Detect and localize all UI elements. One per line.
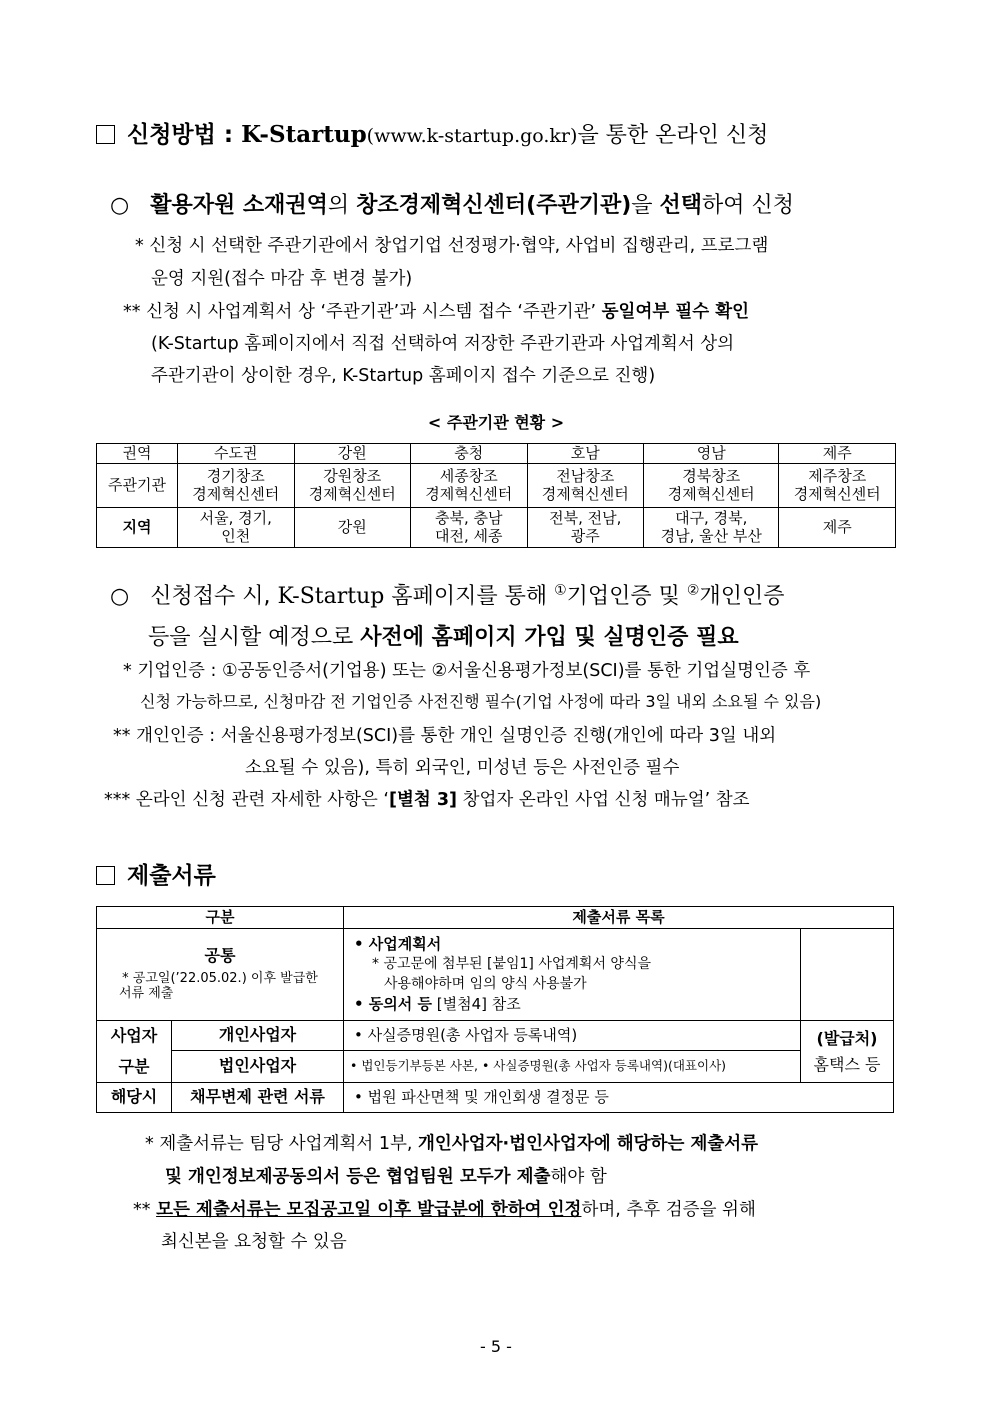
org-table-header-row (97, 444, 896, 464)
org-table-org-row (97, 464, 896, 508)
table-cell: 강원창조 경제혁신센터 (294, 464, 411, 508)
note-4-line-1: ** 개인인증 : 서울신용평가정보(SCI)를 통한 개인 실명인증 진행(개인에 따라 3일 내외 (113, 726, 777, 746)
documents-table-header (97, 907, 894, 929)
org-table-region-row (97, 508, 896, 548)
table-row-label: 해당시 (97, 1083, 172, 1113)
table-cell (801, 929, 894, 1021)
note-3-line-2: 신청 가능하므로, 신청마감 전 기업인증 사전진행 필수(기업 사정에 따라 3일 내외 소요될 수 있음) (140, 692, 822, 711)
table-cell: 경기창조 경제혁신센터 (178, 464, 295, 508)
table-cell: • 법원 파산면책 및 개인회생 결정문 등 (344, 1083, 894, 1113)
note-4-line-2: 소요될 수 있음), 특히 외국인, 미성년 등은 사전인증 필수 (245, 758, 680, 778)
page-number: - 5 - (480, 1337, 512, 1356)
table-cell: 제주 (779, 508, 896, 548)
table-cell: 경북창조 경제혁신센터 (644, 464, 779, 508)
table-row-label: 공통 * 공고일(’22.05.02.) 이후 발급한 서류 제출 (97, 929, 344, 1021)
documents-table-debt-row (97, 1083, 894, 1113)
table-cell: 강원 (294, 508, 411, 548)
bullet-2-line-2: 등을 실시할 예정으로 사전에 홈페이지 가입 및 실명인증 필요 (148, 625, 739, 650)
note-2-line-1: ** 신청 시 사업계획서 상 ‘주관기관’과 시스템 접수 ‘주관기관’ 동일여부 필수 확인 (123, 302, 750, 322)
table-cell: • 사실증명원(총 사업자 등록내역) (344, 1021, 801, 1051)
table-cell: (발급처) 홈택스 등 (801, 1021, 894, 1083)
section1-heading: 신청방법 : K-Startup(www.k-startup.go.kr)을 통한 온라인 신청 (96, 116, 768, 149)
circle-bullet-icon: ○ (110, 193, 130, 218)
table-header-cell: 제출서류 목록 (344, 907, 894, 929)
note-5: *** 온라인 신청 관련 자세한 사항은 ‘[별첨 3] 창업자 온라인 사업 신청 매뉴얼’ 참조 (104, 790, 750, 810)
table-row-label: 주관기관 (97, 464, 178, 508)
note-6-line-1: * 제출서류는 팀당 사업계획서 1부, 개인사업자·법인사업자에 해당하는 제출서류 (145, 1134, 759, 1154)
documents-table-corporate-row (97, 1051, 894, 1083)
note-6-line-2: 및 개인정보제공동의서 등은 협업팀원 모두가 제출해야 함 (165, 1167, 607, 1187)
table-cell: • 사업계획서 * 공고문에 첨부된 [붙임1] 사업계획서 양식을 사용해야하며 임의 양식 사용불가 • 동의서 등 [별첨4] 참조 (344, 929, 801, 1021)
org-table (96, 443, 896, 548)
note-1-line-2: 운영 지원(접수 마감 후 변경 불가) (151, 269, 413, 289)
note-2-line-3: 주관기관이 상이한 경우, K-Startup 홈페이지 접수 기준으로 진행) (151, 366, 656, 386)
note-7-line-2: 최신본을 요청할 수 있음 (161, 1232, 347, 1252)
table-row-label: 개인사업자 (172, 1021, 344, 1051)
table-cell: 전남창조 경제혁신센터 (527, 464, 644, 508)
bullet-2-line-1: ○ 신청접수 시, K-Startup 홈페이지를 통해 ①기업인증 및 ②개인인증 (110, 582, 785, 609)
documents-table-common-row (97, 929, 894, 1021)
table-header-cell: 충청 (411, 444, 528, 464)
table-header-cell: 구분 (97, 907, 344, 929)
section2-heading: 제출서류 (96, 857, 216, 890)
note-3-line-1: * 기업인증 : ①공동인증서(기업용) 또는 ②서울신용평가정보(SCI)를 통한 기업실명인증 후 (123, 661, 811, 681)
checkbox-square-icon (96, 125, 115, 144)
table-cell: 전북, 전남, 광주 (527, 508, 644, 548)
table-header-cell: 영남 (644, 444, 779, 464)
table-cell: 서울, 경기, 인천 (178, 508, 295, 548)
table-row-label: 법인사업자 (172, 1051, 344, 1083)
table-header-cell: 강원 (294, 444, 411, 464)
bullet-1: ○ 활용자원 소재권역의 창조경제혁신센터(주관기관)을 선택하여 신청 (110, 193, 795, 218)
checkbox-square-icon (96, 866, 115, 885)
table-header-cell: 제주 (779, 444, 896, 464)
documents-table (96, 906, 894, 1113)
note-1-line-1: * 신청 시 선택한 주관기관에서 창업기업 선정평가·협약, 사업비 집행관리, 프로그램 (135, 236, 769, 256)
org-table-title: < 주관기관 현황 > (427, 413, 565, 432)
table-cell: • 법인등기부등본 사본, • 사실증명원(총 사업자 등록내역)(대표이사) (344, 1051, 801, 1083)
table-row-label: 사업자 구분 (97, 1021, 172, 1083)
note-2-line-2: (K-Startup 홈페이지에서 직접 선택하여 저장한 주관기관과 사업계획서 상의 (151, 334, 735, 354)
documents-table-individual-row (97, 1021, 894, 1051)
table-header-cell: 호남 (527, 444, 644, 464)
table-row-label: 지역 (97, 508, 178, 548)
table-header-cell: 수도권 (178, 444, 295, 464)
brand-name: K-Startup (241, 121, 367, 148)
table-cell: 제주창조 경제혁신센터 (779, 464, 896, 508)
table-cell: 대구, 경북, 경남, 울산 부산 (644, 508, 779, 548)
circle-bullet-icon: ○ (110, 584, 130, 609)
table-cell: 충북, 충남 대전, 세종 (411, 508, 528, 548)
table-header-cell: 권역 (97, 444, 178, 464)
note-7-line-1: ** 모든 제출서류는 모집공고일 이후 발급분에 한하여 인정하며, 추후 검증을 위해 (133, 1200, 756, 1220)
table-cell: 세종창조 경제혁신센터 (411, 464, 528, 508)
table-row-label: 채무변제 관련 서류 (172, 1083, 344, 1113)
site-url: (www.k-startup.go.kr) (366, 125, 578, 147)
